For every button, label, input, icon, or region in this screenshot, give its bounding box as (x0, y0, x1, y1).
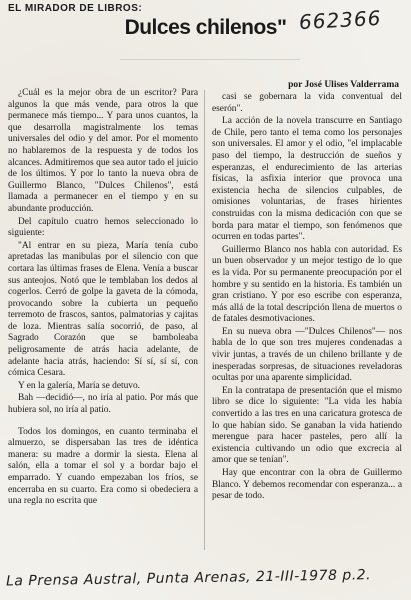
paragraph: ¿Cuál es la mejor obra de un escritor? Para algunos la que más vende, para otros la que permanece más tiempo... Y para unos cuantos, la que desarrolla magistralmente los temas universales del odio y del amor. Por el momento no hablaremos de la respuesta y de todos los alcances. Admitiremos que sea autor tado el juicio de los últimos. Y por lo tanto la nueva obra de Guillermo Blanco, "Dulces Chilenos", está llamada a permanecer en el tiempo y en su abundante producción. (8, 88, 198, 214)
paragraph: Hay que encontrar con la obra de Guillermo Blanco. Y debemos recomendar con esperanza... a pesar de todo. (212, 468, 402, 502)
section-label: EL MIRADOR DE LIBROS: (8, 3, 143, 14)
paragraph: Bah —decidió—, no iría al patio. Por más que hubiera sol, no iría al patio. (8, 393, 198, 416)
paragraph: "Al entrar en su pieza, María tenía cubo apretadas las manibulas por el silencio con que cortara las últimas frases de Elena. Venía a buscar sus anteojos. Notó que le temblaban los dedos al cogerlos. Cerró de golpe la gaveta de la cómoda, provocando sobre la cubierta un pequeño terremoto de frascos, santos, palmatorias y cajitas de loza. Mientras salía socorrió, de paso, al Sagrado Corazón que se bamboleaba peligrosamente de atrás hacia adelante, de adelante hacia atrás, haciendo: Sí sí, sí sí, con cómica Cesara. (8, 240, 198, 379)
right-column (212, 92, 402, 504)
paragraph: Todos los domingos, en cuanto terminaba el almuerzo, se dispersaban las tres de idéntica manera: su madre a dormir la siesta. Elena al salón, ella a tomar el sol y a bordar bajo el emparrado. Y cuando empezaban los fríos, se encerraba en su cuarto. Era como si obedeciera a una regla no escrita que (8, 426, 198, 507)
paragraph: Guillermo Blanco nos habla con autoridad. Es un buen observador y un mejor testigo de lo que es la vida. Por su permanente preocupación por el hombre y su sentido en la historia. Es también un gran cristiano. Y por eso escribe con esperanza, más allá de la total descripción llena de muertos o de fatales desmotivaciones. (212, 244, 402, 325)
paragraph: casi se gobernara la vida conventual del eserón". (212, 92, 402, 114)
paragraph: Del capítulo cuatro hemos seleccionado lo siguiente: (8, 216, 198, 239)
byline: por José Ulises Valderrama (288, 80, 399, 90)
column-divider (204, 90, 205, 550)
paragraph: En su nueva obra —"Dulces Chilenos"— nos habla de lo que son tres mujeres condenadas a vivir juntas, a través de un chileno brillante y de inesperadas sorpresas, de situaciones reveladoras ocultas por una aparente simplicidad. (212, 326, 402, 384)
paragraph: Y en la galería, María se detuvo. (18, 380, 140, 391)
article-title: Dulces chilenos" (124, 16, 287, 39)
paragraph: En la contratapa de presentación que el mismo libro se dice lo siguiente: "La vida les había convertido a las tres en una caricatura grotesca de lo que habían sido. Se ganaban la vida hatiendo merengue para hacer pasteles, pero allí la existencia cultivando un odio que excrecia al amor que se tenían". (212, 385, 402, 466)
handwritten-reference-number: 662366 (298, 5, 382, 35)
faint-rule (120, 59, 300, 60)
left-column (8, 88, 198, 509)
handwritten-source-note: La Prensa Austral, Punta Arenas, 21-III-1978 p.2. (5, 567, 372, 590)
paragraph: La acción de la novela transcurre en Santiago de Chile, pero tanto el tema como los personajes son universales. El amor y el odio, "el implacable paso del tiempo, la destrucción de sueños y esperanzas, el endurecimiento de las arterias físicas, la asfixia interior que provoca una existencia hecha de silencios culpables, de omisiones voluntarias, de frases hirientes construidas con la misma dedicación con que se borda para matar el tiempo, son fenómenos que ocurren en todas partes". (212, 116, 402, 243)
